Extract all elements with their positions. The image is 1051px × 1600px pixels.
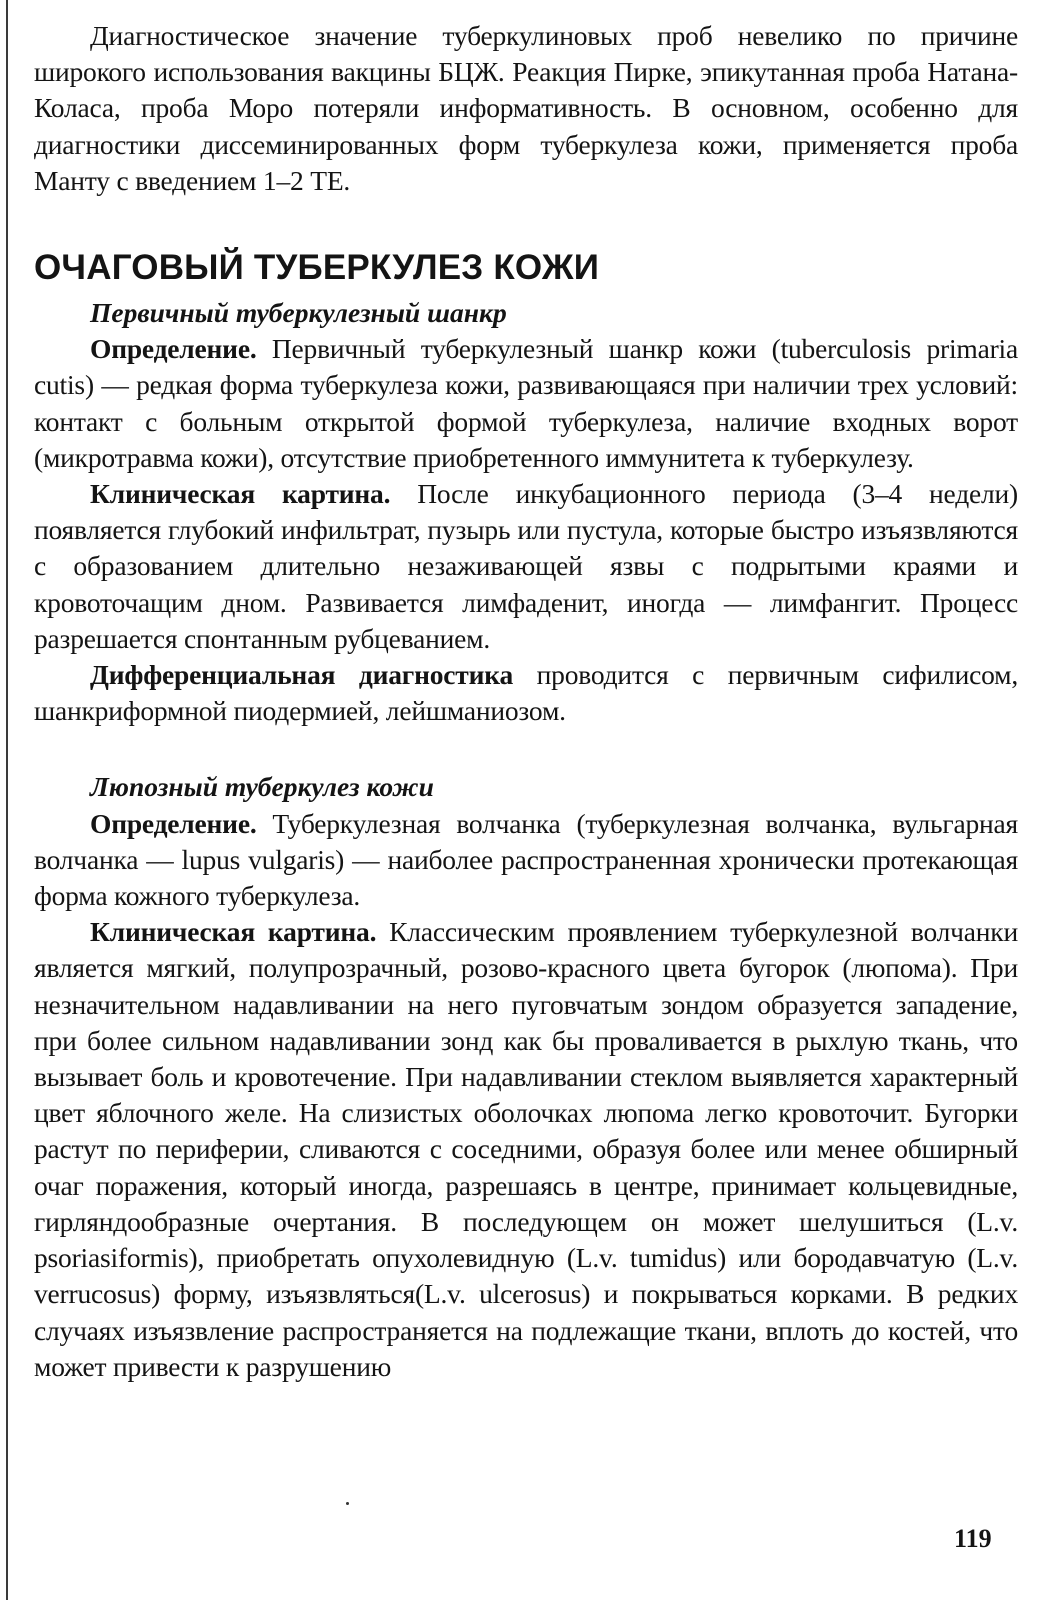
clinical-text: После инкубационного периода (3–4 недели) появляется глубокий инфильтрат, пузырь или пустула, которые быстро изъязвляются с образованием длительно незаживающей язвы с подрытыми краями и кровоточащим дном. Развивается лимфаденит, иногда — лимфангит. Процесс разрешается спонтанным рубцеванием. <box>34 478 1018 654</box>
differential-text: проводится с первичным сифилисом, шанкриформной пиодермией, лейшманиозом. <box>34 659 1018 727</box>
primary-chancre-differential <box>34 657 1018 729</box>
clinical-lead: Клиническая картина. <box>90 478 391 510</box>
definition-text: Туберкулезная волчанка (туберкулезная волчанка, вульгарная волчанка — lupus vulgaris) — наиболее распространенная хронически протекающая форма кожного туберкулеза. <box>34 807 1018 912</box>
book-page <box>34 18 1018 1385</box>
subsection-heading-primary-chancre: Первичный туберкулезный шанкр <box>90 297 507 329</box>
differential-lead: Дифференциальная диагностика <box>90 659 514 691</box>
scan-speck <box>346 1502 349 1505</box>
definition-lead: Определение. <box>90 807 257 839</box>
clinical-lead: Клиническая картина. <box>90 916 377 948</box>
definition-lead: Определение. <box>90 333 257 365</box>
lupus-clinical <box>34 914 1018 1385</box>
section-title: ОЧАГОВЫЙ ТУБЕРКУЛЕЗ КОЖИ <box>34 248 600 288</box>
subsection-heading-lupus: Люпозный туберкулез кожи <box>90 771 434 803</box>
lupus-definition <box>34 806 1018 915</box>
intro-paragraph <box>34 18 1018 199</box>
primary-chancre-definition <box>34 331 1018 476</box>
intro-text: Диагностическое значение туберкулиновых проб невелико по причине широкого использования вакцины БЦЖ. Реакция Пирке, эпикутанная проба Натана-Коласа, проба Моро потеряли информативность. В основном, особенно для диагностики диссеминированных форм туберкулеза кожи, применяется проба Манту с введением 1–2 ТЕ. <box>34 20 1018 196</box>
primary-chancre-clinical <box>34 476 1018 657</box>
page-number: 119 <box>954 1524 992 1553</box>
clinical-text: Классическим проявлением туберкулезной волчанки является мягкий, полупрозрачный, розово-красного цвета бугорок (люпома). При незначительном надавливании на него пуговчатым зондом образуется западение, при более сильном надавливании зонд как бы проваливается в рыхлую ткань, что вызывает боль и кровотечение. При надавливании стеклом выявляется характерный цвет яблочного желе. На слизистых оболочках люпома легко кровоточит. Бугорки растут по периферии, сливаются с соседними, образуя более или менее обширный очаг поражения, который иногда, разрешаясь в центре, принимает кольцевидные, гирляндообразные очертания. В последующем он может шелушиться (L.v. psoriasiformis), приобретать опухолевидную (L.v. tumidus) или бородавчатую (L.v. verrucosus) форму, изъязвляться(L.v. ulcerosus) и покрываться корками. В редких случаях изъязвление распространяется на подлежащие ткани, вплоть до костей, что может привести к разрушению <box>34 916 1018 1382</box>
definition-text: Первичный туберкулезный шанкр кожи (tuberculosis primaria cutis) — редкая форма туберкулеза кожи, развивающаяся при наличии трех условий: контакт с больным открытой формой туберкулеза, наличие входных ворот (микротравма кожи), отсутствие приобретенного иммунитета к туберкулезу. <box>34 333 1018 473</box>
scan-border-line <box>6 0 8 1600</box>
